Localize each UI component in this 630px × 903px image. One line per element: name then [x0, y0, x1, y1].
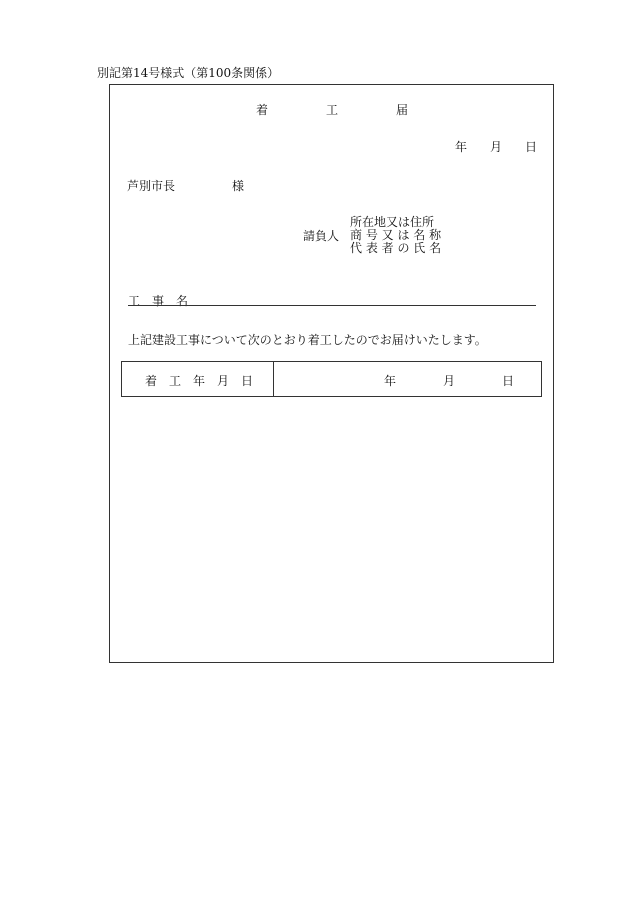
submission-day-label: 日 [525, 140, 538, 154]
submission-year-label: 年 [455, 140, 468, 154]
form-title-char-1: 着 [256, 103, 269, 117]
statement-text: 上記建設工事について次のとおり着工したのでお届けいたします。 [128, 333, 487, 347]
addressee-honorific: 様 [232, 179, 245, 193]
start-date-day-label: 日 [502, 374, 515, 388]
start-date-month-label: 月 [443, 374, 456, 388]
applicant-company-label: 商 号 又 は 名 称 [350, 228, 442, 242]
start-date-label: 着 工 年 月 日 [145, 374, 254, 388]
addressee-name: 芦別市長 [127, 179, 176, 193]
start-date-table-divider [273, 362, 274, 396]
work-name-label: 工 事 名 [128, 294, 189, 308]
submission-month-label: 月 [490, 140, 503, 154]
start-date-year-label: 年 [384, 374, 397, 388]
form-title-char-3: 届 [396, 103, 409, 117]
applicant-label: 請負人 [303, 229, 340, 243]
form-title-char-2: 工 [326, 103, 339, 117]
form-reference: 別記第14号様式（第100条関係） [97, 66, 280, 80]
work-name-underline [128, 305, 536, 306]
applicant-representative-label: 代 表 者 の 氏 名 [350, 241, 442, 255]
applicant-address-label: 所在地又は住所 [350, 215, 435, 229]
